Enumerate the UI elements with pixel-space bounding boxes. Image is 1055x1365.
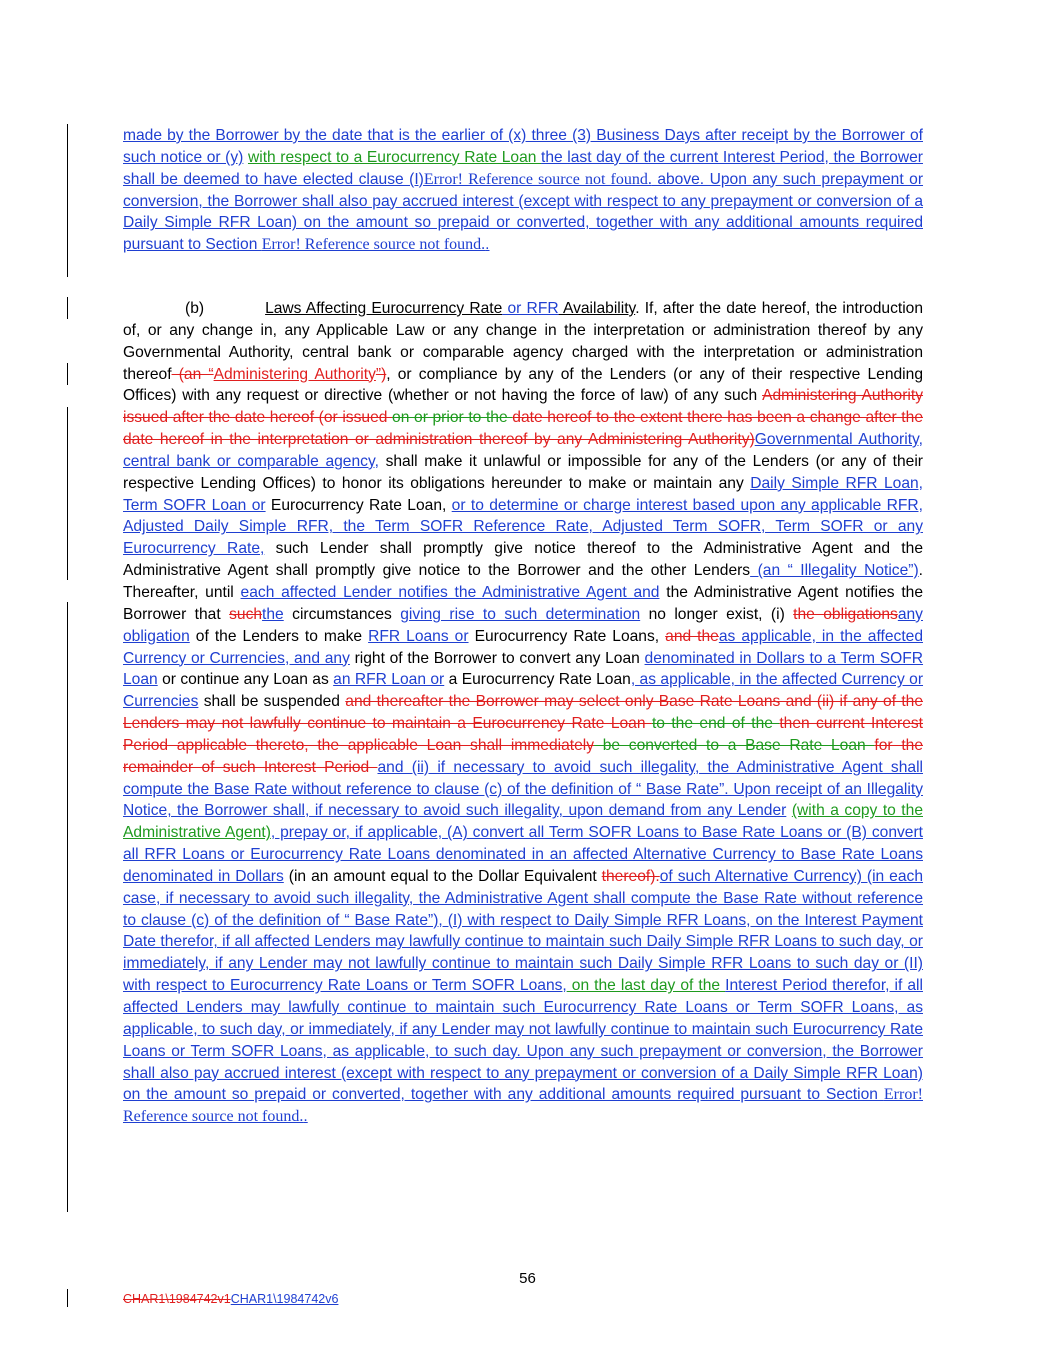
deleted-text: and the bbox=[665, 627, 719, 645]
change-bar bbox=[67, 1289, 68, 1307]
inserted-text: above. Upon any such prepayment or conversion, the Borrower shall also pay accrued interest (except with respect to any prepayment or conversion of a Daily Simple RFR Loan) on the amount so prepaid or converted, together with any additional amounts required pursuant to Section bbox=[123, 170, 924, 254]
body-text: circumstances bbox=[283, 605, 401, 623]
inserted-document-id: CHAR1\1984742v6 bbox=[230, 1292, 339, 1306]
inserted-text: or RFR bbox=[502, 300, 559, 317]
change-bar bbox=[67, 363, 68, 385]
inserted-text: any obligation bbox=[123, 605, 923, 645]
body-text: . If, after the date hereof, the introduction of, or any change in, any Applicable Law or any change in the interpretation or administration thereof by any Governmental Authority, central bank or comparable agency charged with the interpretation or administration thereof bbox=[123, 300, 924, 383]
deleted-text: (an “ bbox=[171, 365, 214, 383]
inserted-text: Governmental Authority, central bank or comparable agency, bbox=[123, 431, 923, 470]
moved-inserted-text: with respect to a Eurocurrency Rate Loan bbox=[247, 148, 542, 166]
moved-inserted-text: on the last day of the bbox=[566, 977, 726, 995]
inserted-text: . bbox=[303, 1108, 308, 1126]
underlined-heading-text: Availability bbox=[558, 300, 636, 317]
reference-error-text: Error! Reference source not found. bbox=[423, 170, 652, 188]
deleted-text: Administering Authority issued after the date hereof (or issued bbox=[123, 387, 924, 427]
inserted-text: denominated in Dollars to a Term SOFR Loan bbox=[123, 649, 924, 689]
inserted-text: as applicable, in the affected Currency or Currencies, and any bbox=[123, 627, 923, 667]
body-text: shall make it unlawful or impossible for any of the Lenders (or any of their respective Lending Offices) to honor its obligations hereunder to make or maintain any bbox=[123, 452, 923, 492]
body-text: a Eurocurrency Rate Loan bbox=[444, 671, 631, 689]
body-text: (in an amount equal to the Dollar Equivalent bbox=[283, 867, 602, 885]
underlined-heading-text: Laws Affecting Eurocurrency Rate bbox=[265, 300, 503, 317]
inserted-text: of such Alternative Currency) (in each case, if necessary to avoid such illegality, the Administrative Agent shall compute the Base Rate without reference to clause (c) of the definition of “ Base Rate”), (I) with respect to Daily Simple RFR Loans, on the Interest Payment Date therefor, if all affected Lenders may lawfully continue to maintain such Daily Simple RFR Loans to such day, or immediately, if any Lender may not lawfully continue to maintain such Daily Simple RFR Loans to such day or (II) with respect to Eurocurrency Rate Loans or Term SOFR Loans, bbox=[123, 867, 923, 995]
body-text: or continue any Loan as bbox=[157, 671, 334, 689]
body-text: (b) bbox=[185, 300, 205, 317]
moved-inserted-text: (with a copy to the Administrative Agent) bbox=[123, 802, 923, 842]
body-text: shall be suspended bbox=[198, 693, 346, 711]
moved-deleted-text: on or prior to the bbox=[392, 409, 513, 427]
inserted-text: , as applicable, in the affected Currency or Currencies bbox=[123, 671, 924, 711]
deleted-document-id: CHAR1\1984742v1 bbox=[123, 1292, 231, 1306]
deleted-text: ”) bbox=[375, 365, 387, 383]
inserted-text: . bbox=[485, 236, 490, 254]
body-text: Eurocurrency Rate Loans, bbox=[468, 627, 666, 645]
change-bar bbox=[67, 407, 68, 580]
inserted-text: Daily Simple RFR Loan, Term SOFR Loan or bbox=[123, 474, 923, 514]
body-text: right of the Borrower to convert any Loan bbox=[349, 649, 645, 667]
inserted-text: the last day of the current Interest Period, the Borrower shall be deemed to have elected clause (I) bbox=[123, 148, 923, 188]
inserted-text: an RFR Loan or bbox=[333, 671, 445, 689]
body-text: Eurocurrency Rate Loan, bbox=[265, 496, 452, 514]
deleted-text: date hereof to the extent there has been a change after the date hereof in the interpretation or administration thereof by any Administering Authority) bbox=[123, 409, 923, 449]
body-text: such Lender shall promptly give notice thereof to the Administrative Agent and the Administrative Agent shall promptly give notice to the Borrower and the other Lenders bbox=[123, 540, 923, 580]
inserted-text: (an “ Illegality Notice”) bbox=[750, 562, 919, 580]
footer-document-id bbox=[123, 1291, 338, 1307]
deleted-text: then current Interest Period applicable thereto, the applicable Loan shall immediately bbox=[123, 715, 923, 754]
inserted-text: each affected Lender notifies the Administrative Agent and bbox=[240, 583, 660, 601]
inserted-text: , prepay or, if applicable, (A) convert all Term SOFR Loans to Base Rate Loans or (B) convert all RFR Loans or Eurocurrency Rate Loans denominated in an affected Alternative Currency to Base Rate Loans denominated in Dollars bbox=[123, 824, 923, 885]
inserted-text: Interest Period therefor, if all affected Lenders may lawfully continue to maintain such Eurocurrency Rate Loans or Term SOFR Loans, as applicable, to such day, or immediately, if any Lender may not lawfully continue to maintain such Eurocurrency Rate Loans or Term SOFR Loans, as applicable, to such day. Upon any such prepayment or conversion, the Borrower shall also pay accrued interest (except with respect to any prepayment or conversion of a Daily Simple RFR Loan) on the amount so prepaid or converted, together with any additional amounts required pursuant to Section bbox=[123, 977, 923, 1104]
inserted-text: and (ii) if necessary to avoid such illegality, the Administrative Agent shall compute the Base Rate without reference to clause (c) of the definition of “ Base Rate”. Upon receipt of an Illegality Notice, the Borrower shall, if necessary to avoid such illegality, upon demand from any Lender bbox=[123, 758, 923, 820]
change-bar bbox=[67, 297, 68, 319]
deleted-text: Administering Authority bbox=[213, 365, 376, 383]
moved-deleted-text: be converted to a Base Rate Loan bbox=[594, 736, 875, 754]
inserted-text: RFR Loans or bbox=[368, 627, 469, 645]
inserted-text: or to determine or charge interest based upon any applicable RFR, Adjusted Daily Simple RFR, the Term SOFR Reference Rate, Adjusted Term SOFR, Term SOFR or any Eurocurrency Rate, bbox=[123, 496, 923, 558]
deleted-text: for the remainder of such Interest Period bbox=[123, 736, 923, 776]
page-number: 56 bbox=[519, 1270, 536, 1287]
body-text: no longer exist, (i) bbox=[640, 605, 794, 623]
deleted-text: thereof). bbox=[601, 867, 660, 885]
inserted-text: the bbox=[262, 605, 284, 623]
paragraph-continuation bbox=[123, 125, 923, 256]
deleted-text: the obligations bbox=[793, 605, 898, 623]
deleted-text: such bbox=[229, 605, 263, 623]
deleted-text: and thereafter the Borrower may select only Base Rate Loans and (ii) if any of the Lenders may not lawfully continue to maintain a Eurocurrency Rate Loan bbox=[123, 693, 923, 733]
change-bar bbox=[67, 124, 68, 277]
body-text: . Thereafter, until bbox=[123, 562, 923, 601]
change-bar bbox=[67, 602, 68, 1212]
reference-error-text: Error! Reference source not found. bbox=[123, 1086, 923, 1126]
reference-error-text: Error! Reference source not found. bbox=[261, 236, 486, 254]
body-text: of the Lenders to make bbox=[189, 627, 369, 645]
paragraph-b-laws-affecting-availability bbox=[123, 298, 923, 1128]
body-text: , or compliance by any of the Lenders (or any of their respective Lending Offices) with any request or directive (whether or not having the force of law) of any such bbox=[123, 365, 923, 405]
inserted-text: giving rise to such determination bbox=[400, 605, 641, 623]
moved-deleted-text: to the end of the bbox=[651, 715, 780, 733]
body-text: the Administrative Agent notifies the Borrower that bbox=[123, 583, 923, 623]
inserted-text: made by the Borrower by the date that is the earlier of (x) three (3) Business Days after receipt by the Borrower of such notice or (y) bbox=[123, 127, 923, 166]
